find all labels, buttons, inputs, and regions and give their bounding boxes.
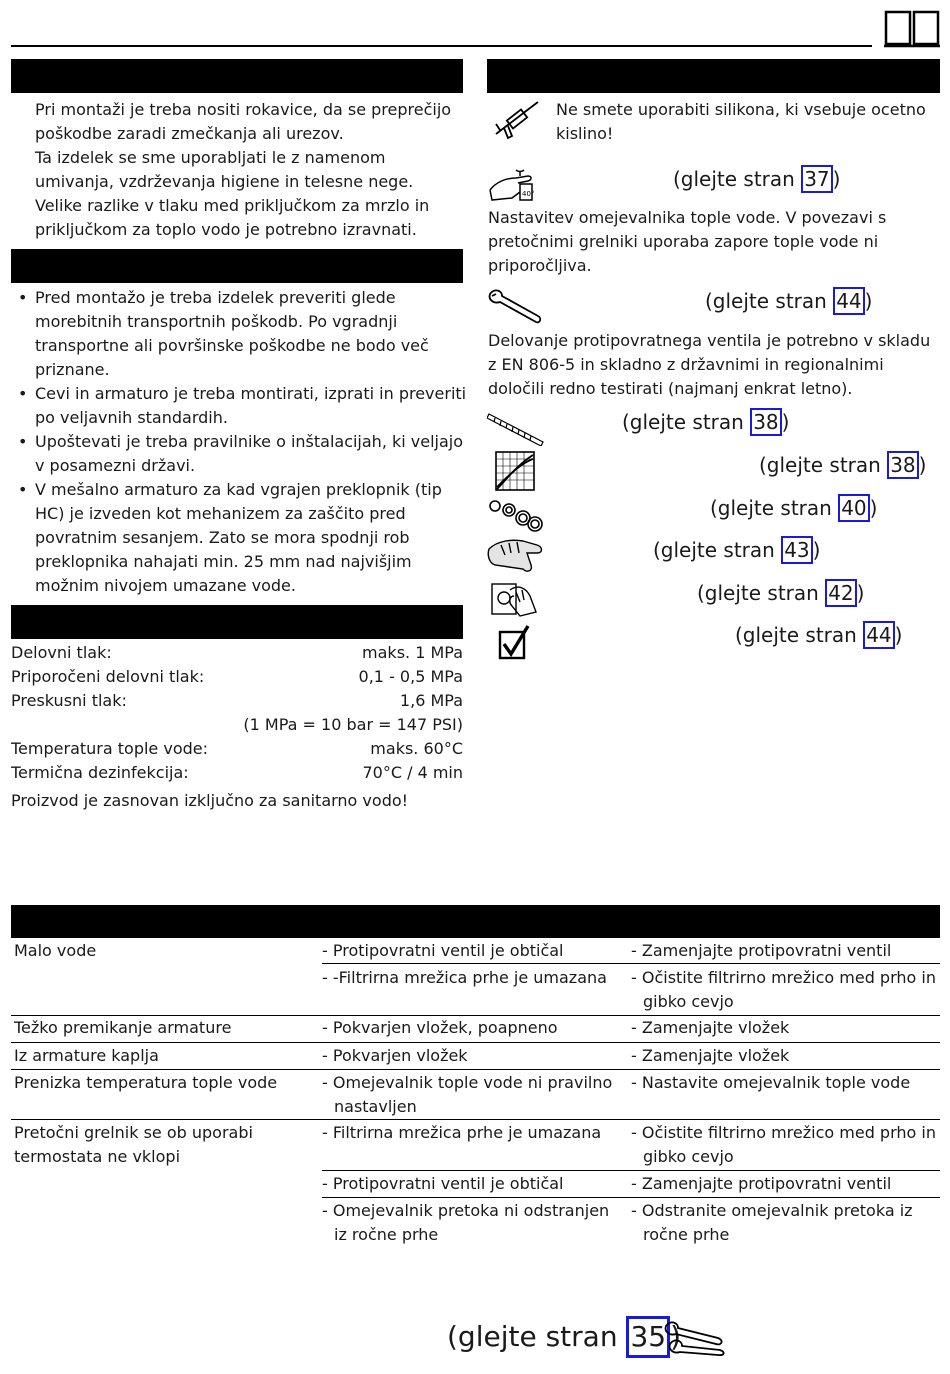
page-link-38[interactable]: 38	[750, 408, 781, 436]
tech-label: Termična dezinfekcija:	[11, 763, 189, 782]
ref-37	[673, 165, 840, 193]
safety-line-3: Velike razlike v tlaku med priključkom za mrzlo in priključkom za toplo vodo je potrebno izravnati.	[35, 196, 430, 239]
row-divider	[322, 963, 940, 964]
fix-cell: - Zamenjajte vložek	[631, 1018, 790, 1037]
ref-suffix: )	[894, 623, 903, 647]
ref-prefix: (glejte stran	[705, 289, 834, 313]
cause-cell: - -Filtrirna mrežica prhe je umazana	[322, 968, 607, 987]
ref-44a	[705, 287, 872, 315]
silicone-text: Ne smete uporabiti silikona, ki vsebuje ocetno kislino!	[556, 100, 926, 143]
install-item	[0, 382, 470, 430]
hand-pressure-icon	[488, 166, 538, 206]
cause-cell: - Filtrirna mrežica prhe je umazana	[322, 1123, 602, 1142]
safety-line-1: Pri montaži je treba nositi rokavice, da se preprečijo poškodbe zaradi zmečkanja ali urezov.	[35, 100, 452, 143]
book-icon	[884, 10, 940, 48]
tech-header-bar	[11, 605, 463, 639]
tech-value: maks. 1 MPa	[362, 643, 463, 662]
page-link-40[interactable]: 40	[838, 494, 869, 522]
row-divider	[322, 1170, 940, 1171]
row-divider	[11, 1042, 940, 1043]
install-item-text: Cevi in armaturo je treba montirati, izprati in preveriti po veljavnih standardih.	[35, 384, 467, 427]
page-link-43[interactable]: 43	[781, 536, 812, 564]
problem-cell: Iz armature kaplja	[14, 1046, 159, 1065]
ref-38b	[759, 451, 926, 479]
ruler-icon	[487, 408, 545, 446]
ref-prefix: (glejte stran	[447, 1320, 627, 1353]
install-item-text: Upoštevati je treba pravilnike o inštalacijah, ki veljajo v posamezni državi.	[35, 432, 464, 475]
tech-note: Proizvod je zasnovan izključno za sanitarno vodo!	[11, 791, 409, 810]
footer-ref	[447, 1316, 681, 1358]
page-link-37[interactable]: 37	[801, 165, 832, 193]
row-divider	[11, 1119, 940, 1120]
ref-42	[697, 579, 864, 607]
bullet: •	[18, 288, 28, 307]
ref-prefix: (glejte stran	[759, 453, 888, 477]
problem-cell: Malo vode	[14, 941, 97, 960]
ref-40	[710, 494, 877, 522]
ref-prefix: (glejte stran	[673, 167, 802, 191]
tech-value: 70°C / 4 min	[362, 763, 463, 782]
install-item	[0, 286, 470, 382]
problem-cell: Težko premikanje armature	[14, 1018, 232, 1037]
page-link-44[interactable]: 44	[863, 621, 894, 649]
ref-44b	[735, 621, 902, 649]
ref-prefix: (glejte stran	[653, 538, 782, 562]
ref-suffix: )	[670, 1320, 682, 1353]
row-divider	[11, 1069, 940, 1070]
tech-label: Priporočeni delovni tlak:	[11, 667, 205, 686]
install-item	[0, 478, 470, 598]
ref-suffix: )	[812, 538, 821, 562]
install-header-bar	[11, 249, 463, 283]
cause-cell: - Pokvarjen vložek, poapneno	[322, 1018, 558, 1037]
fix-cell: - Očistite filtrirno mrežico med prho in gibko cevjo	[631, 1123, 936, 1166]
ref-prefix: (glejte stran	[710, 496, 839, 520]
install-item	[0, 430, 470, 478]
fix-cell: - Zamenjajte protipovratni ventil	[631, 941, 892, 960]
cause-cell: - Pokvarjen vložek	[322, 1046, 468, 1065]
ref-suffix: )	[864, 289, 873, 313]
wrench-icon	[488, 288, 544, 326]
page-link-35[interactable]: 35	[626, 1316, 670, 1358]
page-link-44[interactable]: 44	[833, 287, 864, 315]
row-divider	[322, 1197, 940, 1198]
problem-cell: Pretočni grelnik se ob uporabi termostata ne vklopi	[14, 1123, 253, 1166]
fix-cell: - Zamenjajte protipovratni ventil	[631, 1174, 892, 1193]
bullet: •	[18, 432, 28, 451]
install-list	[0, 286, 470, 598]
ref-suffix: )	[869, 496, 878, 520]
svg-text:40°: 40°	[522, 190, 535, 198]
ref-suffix: )	[832, 167, 841, 191]
fix-cell: - Zamenjajte vložek	[631, 1046, 790, 1065]
silicone-gun-icon	[492, 100, 540, 140]
ref-prefix: (glejte stran	[697, 581, 826, 605]
wrenches-icon	[664, 1320, 726, 1356]
flow-diagram-icon	[495, 451, 535, 491]
cause-cell: - Omejevalnik tople vode ni pravilno nastavljen	[322, 1073, 613, 1116]
bullet: •	[18, 480, 28, 499]
limiter-text: Nastavitev omejevalnika tople vode. V povezavi s pretočnimi grelniki uporaba zapore tople vode ni priporočljiva.	[488, 208, 887, 275]
safety-line-2: Ta izdelek se sme uporabljati le z namenom umivanja, vzdrževanja higiene in telesne nege.	[35, 148, 414, 191]
check-valve-text: Delovanje protipovratnega ventila je potrebno v skladu z EN 806-5 in skladno z državnimi in regionalnimi določili redno testirati (najmanj enkrat letno).	[488, 331, 931, 398]
tech-label: Temperatura tople vode:	[11, 739, 208, 758]
header-rule	[11, 45, 872, 47]
checkbox-checked-icon	[498, 624, 530, 660]
ref-38a	[622, 408, 789, 436]
tech-label: Preskusni tlak:	[11, 691, 127, 710]
safety-header-bar	[11, 59, 463, 93]
tech-label: Delovni tlak:	[11, 643, 112, 662]
ref-prefix: (glejte stran	[735, 623, 864, 647]
fix-cell: - Nastavite omejevalnik tople vode	[631, 1073, 911, 1092]
cleaning-hand-icon	[487, 535, 545, 573]
cause-cell: - Protipovratni ventil je obtičal	[322, 941, 564, 960]
ref-prefix: (glejte stran	[622, 410, 751, 434]
ref-suffix: )	[781, 410, 790, 434]
fix-cell: - Odstranite omejevalnik pretoka iz ročne prhe	[631, 1201, 913, 1244]
hand-turning-icon	[490, 578, 538, 618]
tech-value: 1,6 MPa	[399, 691, 463, 710]
bullet: •	[18, 384, 28, 403]
cause-cell: - Protipovratni ventil je obtičal	[322, 1174, 564, 1193]
ref-suffix: )	[856, 581, 865, 605]
fix-cell: - Očistite filtrirno mrežico med prho in gibko cevjo	[631, 968, 936, 1011]
right-header-bar	[487, 59, 940, 93]
troubleshooting-header-bar	[11, 905, 940, 938]
ref-suffix: )	[918, 453, 927, 477]
problem-cell: Prenizka temperatura tople vode	[14, 1073, 278, 1092]
parts-icon	[487, 494, 545, 532]
tech-value: 0,1 - 0,5 MPa	[358, 667, 463, 686]
tech-value: (1 MPa = 10 bar = 147 PSI)	[243, 715, 463, 734]
ref-43	[653, 536, 820, 564]
install-item-text: Pred montažo je treba izdelek preveriti glede morebitnih transportnih poškodb. Po vgradnji transportne ali površinske poškodbe ne bodo več priznane.	[35, 288, 429, 379]
tech-value: maks. 60°C	[370, 739, 463, 758]
safety-text	[35, 98, 467, 242]
page-link-42[interactable]: 42	[825, 579, 856, 607]
install-item-text: V mešalno armaturo za kad vgrajen preklopnik (tip HC) je izveden kot mehanizem za zaščito pred povratnim sesanjem. Zato se mora spodnji rob preklopnika nahajati min. 25 mm nad najvišjim možnim nivojem umazane vode.	[35, 480, 442, 595]
cause-cell: - Omejevalnik pretoka ni odstranjen iz ročne prhe	[322, 1201, 610, 1244]
page-link-38[interactable]: 38	[887, 451, 918, 479]
